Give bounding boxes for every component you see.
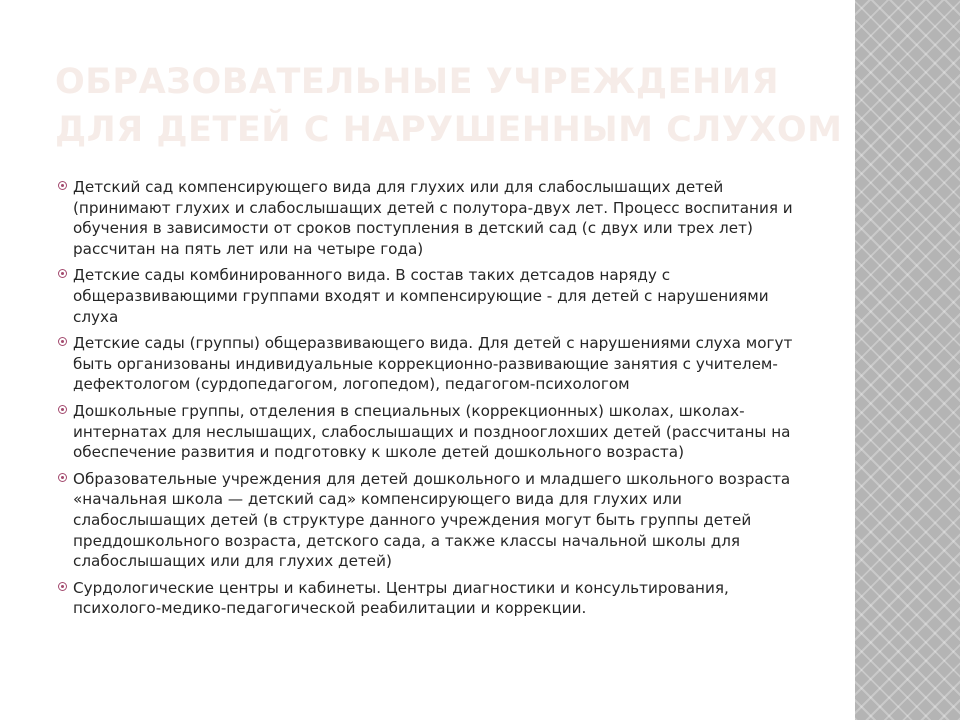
list-item (58, 469, 798, 572)
circle-bullet-icon (58, 181, 67, 190)
list-item-text: Дошкольные группы, отделения в специальных (коррекционных) школах, школах-интернатах для неслышащих, слабослышащих и позднооглохших детей (рассчитаны на обеспечение развития и подготовку к школе детей дошкольного возраста) (73, 401, 791, 462)
circle-bullet-icon (58, 337, 67, 346)
list-item-text: Детские сады (группы) общеразвивающего вида. Для детей с нарушениями слуха могут быть организованы индивидуальные коррекционно-развивающие занятия с учителем-дефектологом (сурдопедагогом, логопедом), педагогом-психологом (73, 334, 793, 394)
circle-bullet-icon (58, 269, 67, 278)
list-item (58, 265, 798, 327)
list-item (58, 333, 798, 395)
list-item-text: Детский сад компенсирующего вида для глухих или для слабослышащих детей (принимают глухих и слабослышащих детей с полутора-двух лет. Процесс воспитания и обучения в зависимости от сроков поступления в детский сад (с двух или трех лет) рассчитан на пять лет или на четыре года) (73, 178, 793, 258)
list-item-text: Сурдологические центры и кабинеты. Центры диагностики и консультирования, психолого-медико-педагогической реабилитации и коррекции. (73, 578, 729, 618)
bullet-list (58, 177, 798, 625)
list-item (58, 177, 798, 259)
list-item (58, 578, 798, 619)
list-item-text: Детские сады комбинированного вида. В состав таких детсадов наряду с общеразвивающими группами входят и компенсирующие - для детей с нарушениями слуха (73, 266, 769, 326)
slide-title: ОБРАЗОВАТЕЛЬНЫЕ УЧРЕЖДЕНИЯ ДЛЯ ДЕТЕЙ С НАРУШЕННЫМ СЛУХОМ (55, 62, 843, 150)
circle-bullet-icon (58, 473, 67, 482)
list-item (58, 401, 798, 463)
circle-bullet-icon (58, 582, 67, 591)
circle-bullet-icon (58, 405, 67, 414)
decorative-side-panel (855, 0, 960, 720)
list-item-text: Образовательные учреждения для детей дошкольного и младшего школьного возраста «начальная школа — детский сад» компенсирующего вида для глухих или слабослышащих детей (в структуре данного учреждения могут быть группы детей преддошкольного возраста, детского сада, а также классы начальной школы для слабослышащих или для глухих детей) (73, 469, 791, 571)
